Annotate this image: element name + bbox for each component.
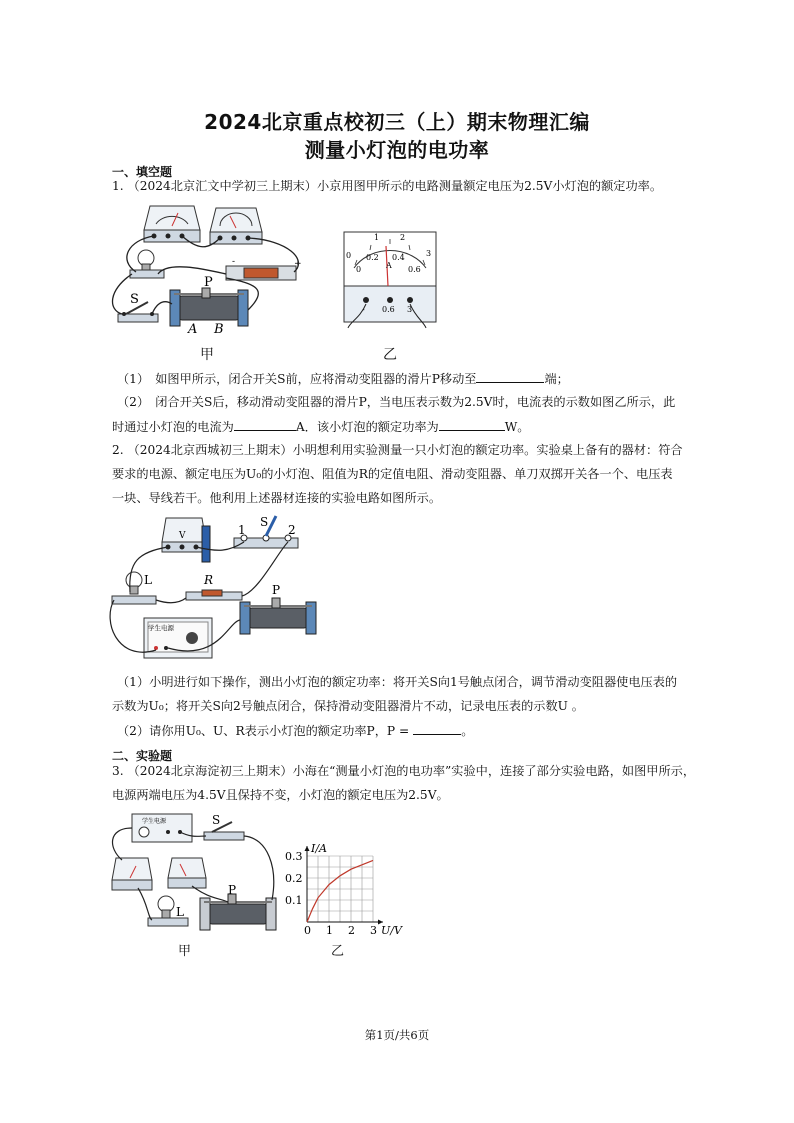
svg-text:P: P (228, 883, 237, 897)
svg-text:3: 3 (407, 305, 413, 314)
svg-text:-: - (232, 257, 236, 267)
q2-stem-line3: 一块、导线若干。他利用上述器材连接的实验电路如图所示。 (112, 491, 442, 505)
ammeter-icon (168, 858, 206, 888)
chart-y-tick-label: 0.2 (285, 872, 303, 885)
q1-sub2-line2: 时通过小灯泡的电流为 A．该小灯泡的额定功率为 W。 (112, 420, 530, 434)
q2-sub2: （2）请你用U₀、U、R表示小灯泡的额定功率P，P = 。 (117, 724, 474, 738)
svg-text:0: 0 (356, 265, 362, 274)
svg-text:R: R (204, 573, 214, 587)
voltmeter-icon (112, 858, 152, 890)
answer-blank[interactable] (476, 371, 544, 383)
svg-text:2: 2 (288, 523, 296, 537)
battery-icon (226, 257, 302, 280)
q3-circuit-figure (108, 808, 288, 943)
q3-stem-line1: 3. （2024北京海淀初三上期末）小海在“测量小灯泡的电功率”实验中，连接了部分实验电路，如图甲所示， (112, 764, 696, 778)
switch-icon (204, 822, 244, 840)
answer-blank[interactable] (413, 723, 461, 735)
q2-circuit-figure (108, 512, 323, 662)
svg-text:A: A (386, 261, 392, 270)
q3-figure-jia-caption: 甲 (178, 944, 192, 959)
rheostat-icon (240, 598, 316, 634)
svg-text:3: 3 (426, 249, 432, 258)
page-footer: 第1页/共6页 (364, 1028, 430, 1042)
q1-sub1: （1） 如图甲所示，闭合开关S前，应将滑动变阻器的滑片P移动至 端； (117, 372, 569, 386)
q1-circuit-figure (108, 200, 313, 360)
svg-text:2: 2 (400, 233, 406, 242)
q1-ammeter-figure (340, 228, 440, 328)
svg-text:0.2: 0.2 (366, 253, 379, 262)
q2-sub1-line1: （1）小明进行如下操作，测出小灯泡的额定功率：将开关S向1号触点闭合，调节滑动变阻器使电压表的 (117, 675, 678, 689)
svg-text:S: S (212, 813, 221, 827)
svg-text:-: - (362, 305, 365, 314)
section-heading-fill: 一、填空题 (112, 165, 173, 179)
q3-figure-yi-caption: 乙 (331, 944, 345, 959)
switch-label: S (130, 292, 139, 307)
section-heading-experiment: 二、实验题 (112, 749, 173, 763)
svg-text:+: + (294, 259, 302, 269)
svg-text:学生电源: 学生电源 (142, 818, 167, 825)
svg-text:P: P (272, 583, 281, 597)
chart-x-axis-label: U/V (381, 924, 402, 937)
q3-iu-chart (283, 838, 402, 940)
chart-y-tick-label: 0.3 (285, 850, 303, 863)
chart-y-tick-label: 0.1 (285, 894, 303, 907)
q2-stem-line2: 要求的电源、额定电压为U₀的小灯泡、阻值为R的定值电阻、滑动变阻器、单刀双掷开关各一个、电压表 (112, 467, 673, 481)
q1-figure-yi-caption: 乙 (383, 347, 397, 363)
page-subtitle: 测量小灯泡的电功率 (304, 138, 490, 162)
q1-figure-jia-caption: 甲 (200, 347, 214, 363)
q3-stem-line2: 电源两端电压为4.5V且保持不变，小灯泡的额定电压为2.5V。 (112, 788, 449, 802)
svg-text:0.4: 0.4 (392, 253, 405, 262)
q1-stem: 1. （2024北京汇文中学初三上期末）小京用图甲所示的电路测量额定电压为2.5V小灯泡的额定功率。 (112, 179, 663, 193)
chart-y-axis-label: I/A (311, 842, 327, 855)
svg-text:0.6: 0.6 (382, 305, 395, 314)
chart-x-tick-label: 1 (326, 924, 333, 937)
q1-sub2-line1: （2） 闭合开关S后，移动滑动变阻器的滑片P，当电压表示数为2.5V时，电流表的示数如图乙所示，此 (117, 395, 676, 409)
resistor-icon (186, 590, 242, 600)
chart-y-arrow (305, 846, 310, 851)
chart-x-tick-label: 3 (370, 924, 377, 937)
svg-text:L: L (144, 573, 152, 587)
svg-text:学生电源: 学生电源 (148, 624, 174, 632)
chart-x-tick-label: 0 (304, 924, 311, 937)
answer-blank[interactable] (234, 419, 296, 431)
svg-text:0.6: 0.6 (408, 265, 421, 274)
svg-text:S: S (260, 515, 269, 529)
svg-text:V: V (179, 531, 186, 541)
q2-sub1-line2: 示数为U₀；将开关S向2号触点闭合，保持滑动变阻器滑片不动，记录电压表的示数U 。 (112, 699, 584, 713)
svg-text:L: L (176, 905, 184, 919)
voltmeter-icon (162, 518, 210, 562)
answer-blank[interactable] (439, 419, 505, 431)
terminal-a-label: A (188, 322, 198, 337)
svg-text:0: 0 (346, 251, 352, 260)
svg-text:1: 1 (238, 523, 246, 537)
rheostat-icon (170, 288, 248, 326)
terminal-b-label: B (214, 322, 224, 337)
slider-label: P (204, 275, 213, 290)
svg-text:1: 1 (374, 233, 380, 242)
rheostat-icon (200, 894, 276, 930)
chart-x-tick-label: 2 (348, 924, 355, 937)
q2-stem-line1: 2. （2024北京西城初三上期末）小明想利用实验测量一只小灯泡的额定功率。实验桌上备有的器材：符合 (112, 443, 683, 457)
page-title: 2024北京重点校初三（上）期末物理汇编 (204, 110, 590, 134)
